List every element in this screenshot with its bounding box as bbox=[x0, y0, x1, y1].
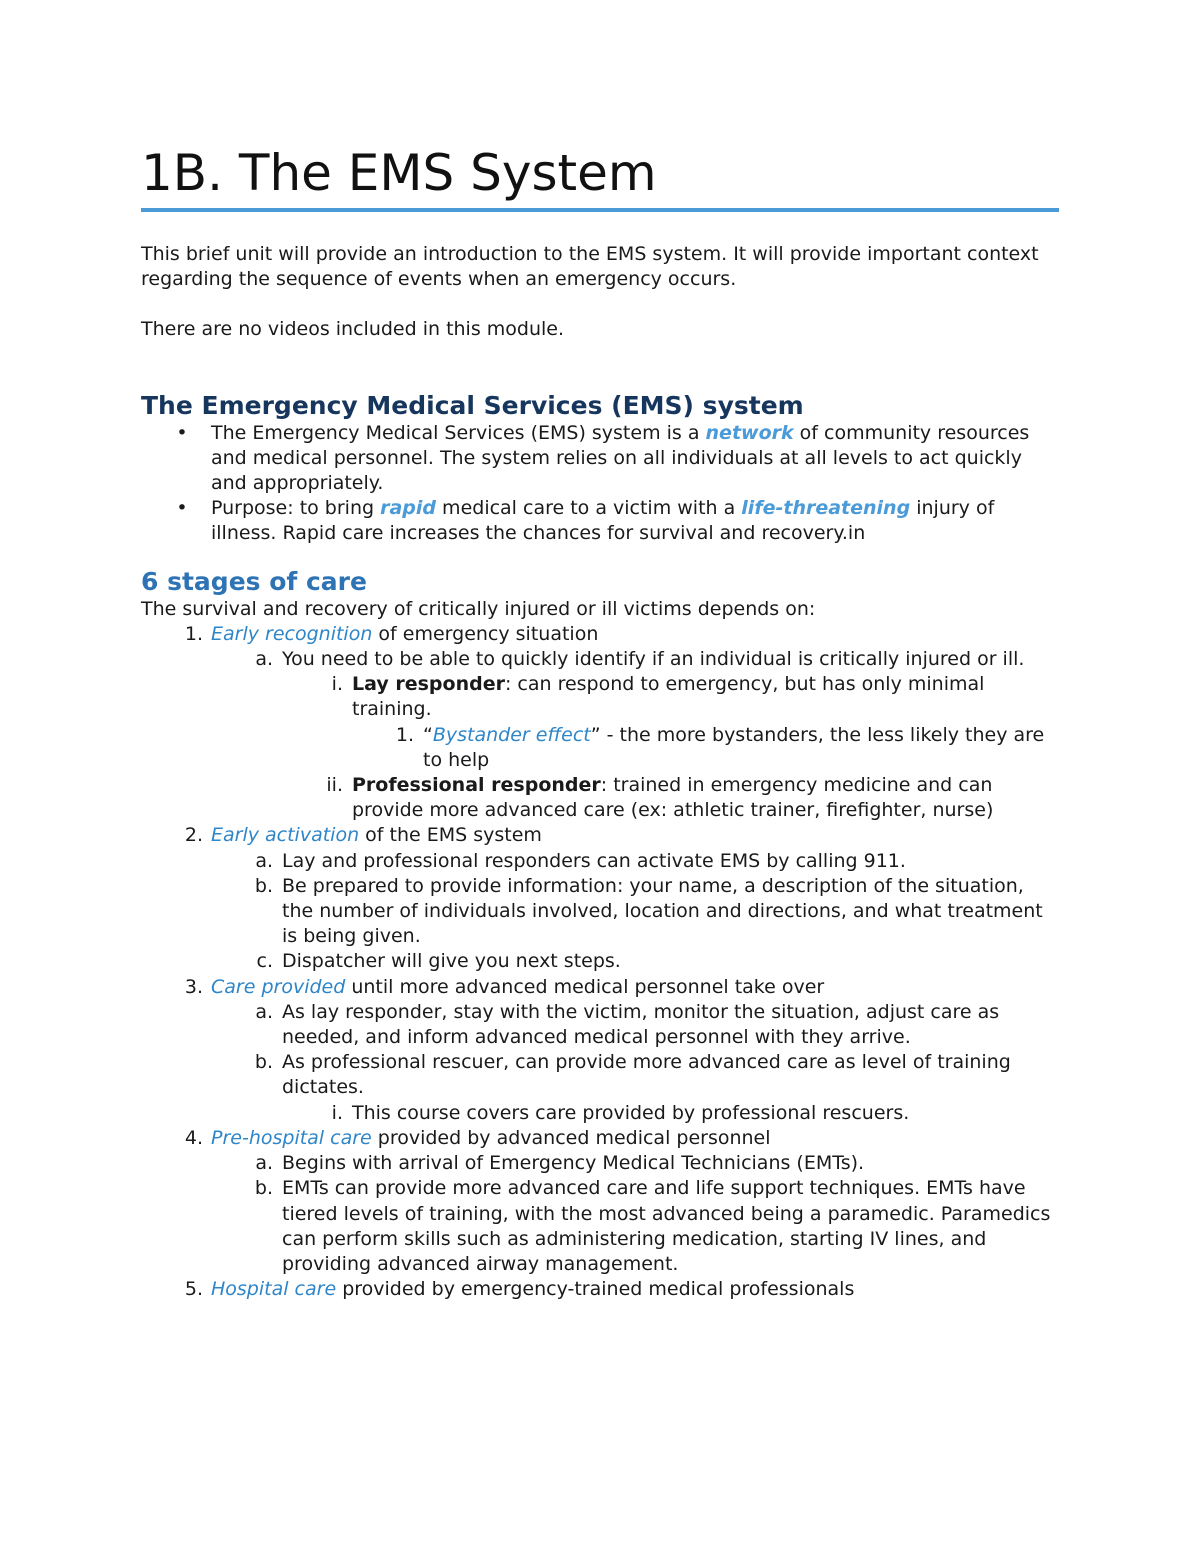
item-text: ” - the more bystanders, the less likely they are to help bbox=[423, 723, 1045, 771]
key-term: Bystander effect bbox=[432, 723, 591, 746]
key-term: Care provided bbox=[211, 975, 346, 998]
key-term: life-threatening bbox=[741, 497, 911, 520]
list-number: 4. bbox=[184, 1126, 203, 1149]
sub-item bbox=[141, 874, 1059, 950]
stage-item bbox=[141, 975, 1059, 1000]
sub-item bbox=[141, 1000, 1059, 1050]
sub-sub-sub-item bbox=[141, 723, 1059, 773]
key-term: rapid bbox=[380, 497, 437, 520]
section-heading-ems-system: The Emergency Medical Services (EMS) system bbox=[141, 390, 804, 420]
list-roman: ii. bbox=[326, 774, 343, 797]
sub-sub-item-text: : can respond to emergency, but has only minimal training. bbox=[352, 673, 985, 721]
sub-sub-item-text: This course covers care provided by professional rescuers. bbox=[352, 1101, 910, 1124]
sub-item bbox=[141, 849, 1059, 874]
list-letter: b. bbox=[254, 1177, 273, 1200]
sub-item-text: Lay and professional responders can activate EMS by calling 911. bbox=[282, 849, 906, 872]
stages-list bbox=[141, 622, 1059, 1302]
sub-item-text: Be prepared to provide information: your name, a description of the situation, the number of individuals involved, location and directions, and what treatment is being given. bbox=[282, 874, 1043, 948]
bold-term: Professional responder bbox=[352, 774, 601, 797]
key-term: Hospital care bbox=[211, 1278, 337, 1301]
sub-sub-item-text: : trained in emergency medicine and can provide more advanced care (ex: athletic trainer, firefighter, nurse) bbox=[352, 774, 994, 822]
stage-item bbox=[141, 823, 1059, 848]
sub-item-text: You need to be able to quickly identify if an individual is critically injured or ill. bbox=[282, 648, 1025, 671]
stages-lead-text: The survival and recovery of critically injured or ill victims depends on: bbox=[141, 597, 816, 620]
bullet-marker: • bbox=[176, 497, 188, 520]
list-letter: a. bbox=[255, 648, 273, 671]
stage-text: of emergency situation bbox=[372, 622, 599, 645]
document-page bbox=[141, 138, 1059, 1302]
sub-item bbox=[141, 1050, 1059, 1100]
sub-item bbox=[141, 1151, 1059, 1176]
list-letter: a. bbox=[255, 849, 273, 872]
intro-paragraph: This brief unit will provide an introduction to the EMS system. It will provide important context regarding the sequence of events when an emergency occurs. bbox=[141, 243, 1039, 291]
sub-item-text: Dispatcher will give you next steps. bbox=[282, 950, 621, 973]
sub-item bbox=[141, 1176, 1059, 1277]
ems-bullet-list bbox=[141, 421, 1059, 547]
bullet-marker: • bbox=[176, 421, 188, 444]
key-term: Early recognition bbox=[211, 622, 373, 645]
list-letter: c. bbox=[256, 950, 273, 973]
sub-sub-item bbox=[141, 672, 1059, 722]
stage-item bbox=[141, 1277, 1059, 1302]
sub-item-text: As professional rescuer, can provide more advanced care as level of training dictates. bbox=[282, 1051, 1011, 1099]
sub-item-text: Begins with arrival of Emergency Medical Technicians (EMTs). bbox=[282, 1152, 865, 1175]
key-term: network bbox=[705, 421, 794, 444]
stage-item bbox=[141, 622, 1059, 647]
list-letter: a. bbox=[255, 1152, 273, 1175]
list-number: 3. bbox=[184, 975, 203, 998]
bold-term: Lay responder bbox=[352, 673, 505, 696]
bullet-text: injury of illness. Rapid care increases the chances for survival and recovery.in bbox=[211, 497, 995, 545]
list-letter: b. bbox=[254, 1051, 273, 1074]
bullet-text: medical care to a victim with a bbox=[436, 497, 742, 520]
stage-text: provided by emergency-trained medical professionals bbox=[336, 1278, 855, 1301]
list-item bbox=[141, 496, 1059, 546]
sub-sub-item bbox=[141, 1101, 1059, 1126]
no-videos-note: There are no videos included in this module. bbox=[141, 318, 565, 341]
quote-mark: “ bbox=[423, 723, 433, 746]
list-letter: a. bbox=[255, 1000, 273, 1023]
list-item bbox=[141, 421, 1059, 497]
bullet-text: The Emergency Medical Services (EMS) system is a bbox=[211, 421, 706, 444]
list-roman: i. bbox=[331, 673, 343, 696]
stage-text: provided by advanced medical personnel bbox=[371, 1126, 771, 1149]
list-letter: b. bbox=[254, 874, 273, 897]
list-number: 5. bbox=[184, 1278, 203, 1301]
stage-text: of the EMS system bbox=[359, 824, 542, 847]
document-title: 1B. The EMS System bbox=[141, 144, 657, 202]
list-number: 2. bbox=[184, 824, 203, 847]
sub-item bbox=[141, 647, 1059, 672]
list-number: 1. bbox=[184, 622, 203, 645]
section-heading-stages-of-care: 6 stages of care bbox=[141, 566, 367, 596]
key-term: Early activation bbox=[211, 824, 360, 847]
sub-item-text: As lay responder, stay with the victim, monitor the situation, adjust care as needed, and inform advanced medical personnel with they arrive. bbox=[282, 1000, 1000, 1049]
stage-text: until more advanced medical personnel take over bbox=[345, 975, 825, 998]
bullet-text: of community resources and medical personnel. The system relies on all individuals at all levels to act quickly and appropriately. bbox=[211, 421, 1030, 495]
stage-item bbox=[141, 1126, 1059, 1151]
sub-sub-item bbox=[141, 773, 1059, 823]
list-number: 1. bbox=[395, 723, 414, 746]
sub-item-text: EMTs can provide more advanced care and life support techniques. EMTs have tiered levels of training, with the most advanced being a paramedic. Paramedics can perform skills such as administering medication, starting IV lines, and providing advanced airway management. bbox=[282, 1177, 1051, 1275]
key-term: Pre-hospital care bbox=[211, 1126, 372, 1149]
title-underline bbox=[141, 208, 1059, 212]
bullet-text: Purpose: to bring bbox=[211, 497, 381, 520]
sub-item bbox=[141, 949, 1059, 974]
list-roman: i. bbox=[331, 1101, 343, 1124]
